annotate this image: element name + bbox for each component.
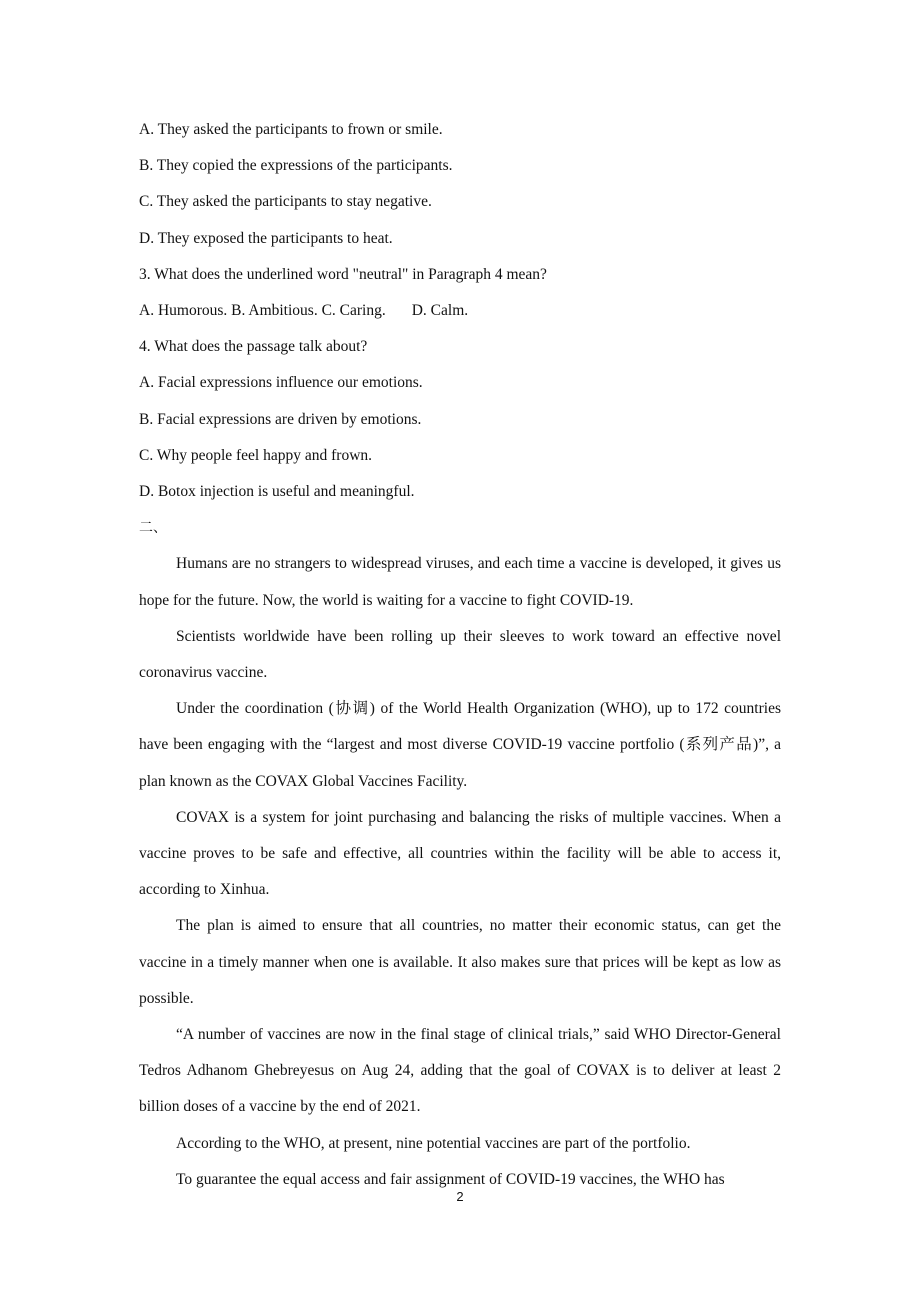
page-content xyxy=(139,112,781,1198)
passage-paragraph-2: Scientists worldwide have been rolling up their sleeves to work toward an effective novel coronavirus vaccine. xyxy=(139,627,781,682)
passage-paragraph-3: Under the coordination (协调) of the World Health Organization (WHO), up to 172 countries have been engaging with the “largest and most diverse COVID-19 vaccine portfolio (系列产品)”, a plan known as the COVAX Global Vaccines Facility. xyxy=(139,700,781,790)
passage-paragraph-8: To guarantee the equal access and fair assignment of COVID-19 vaccines, the WHO has xyxy=(176,1170,725,1188)
q4-option-d: D. Botox injection is useful and meaningful. xyxy=(139,483,415,501)
q4-option-c: C. Why people feel happy and frown. xyxy=(139,446,373,464)
q3-question: 3. What does the underlined word "neutral" in Paragraph 4 mean? xyxy=(139,265,547,283)
q2-option-b: B. They copied the expressions of the participants. xyxy=(139,157,453,175)
q2-option-c: C. They asked the participants to stay negative. xyxy=(139,193,432,211)
passage-paragraph-7: According to the WHO, at present, nine potential vaccines are part of the portfolio. xyxy=(176,1134,691,1152)
q3-options xyxy=(139,293,781,329)
q4-option-a: A. Facial expressions influence our emotions. xyxy=(139,374,423,392)
q4-option-b: B. Facial expressions are driven by emotions. xyxy=(139,410,422,428)
passage-paragraph-6: “A number of vaccines are now in the final stage of clinical trials,” said WHO Director-General Tedros Adhanom Ghebreyesus on Aug 24, adding that the goal of COVAX is to deliver at least 2 billion doses of a vaccine by the end of 2021. xyxy=(139,1026,781,1116)
passage-paragraph-1: Humans are no strangers to widespread viruses, and each time a vaccine is developed, it gives us hope for the future. Now, the world is waiting for a vaccine to fight COVID-19. xyxy=(139,555,781,609)
q3-option-d: D. Calm. xyxy=(411,302,469,320)
page-number: 2 xyxy=(456,1189,464,1204)
q2-option-d: D. They exposed the participants to heat. xyxy=(139,229,393,247)
q2-option-a: A. They asked the participants to frown or smile. xyxy=(139,121,443,138)
passage-paragraph-5: The plan is aimed to ensure that all countries, no matter their economic status, can get the vaccine in a timely manner when one is available. It also makes sure that prices will be kept as low as possible. xyxy=(139,917,781,1007)
q4-question: 4. What does the passage talk about? xyxy=(139,338,368,356)
passage-paragraph-4: COVAX is a system for joint purchasing and balancing the risks of multiple vaccines. When a vaccine proves to be safe and effective, all countries within the facility will be able to access it, according to Xinhua. xyxy=(139,808,781,899)
q3-options-abc: A. Humorous. B. Ambitious. C. Caring. xyxy=(139,302,386,320)
section-heading: 二、 xyxy=(139,520,167,537)
